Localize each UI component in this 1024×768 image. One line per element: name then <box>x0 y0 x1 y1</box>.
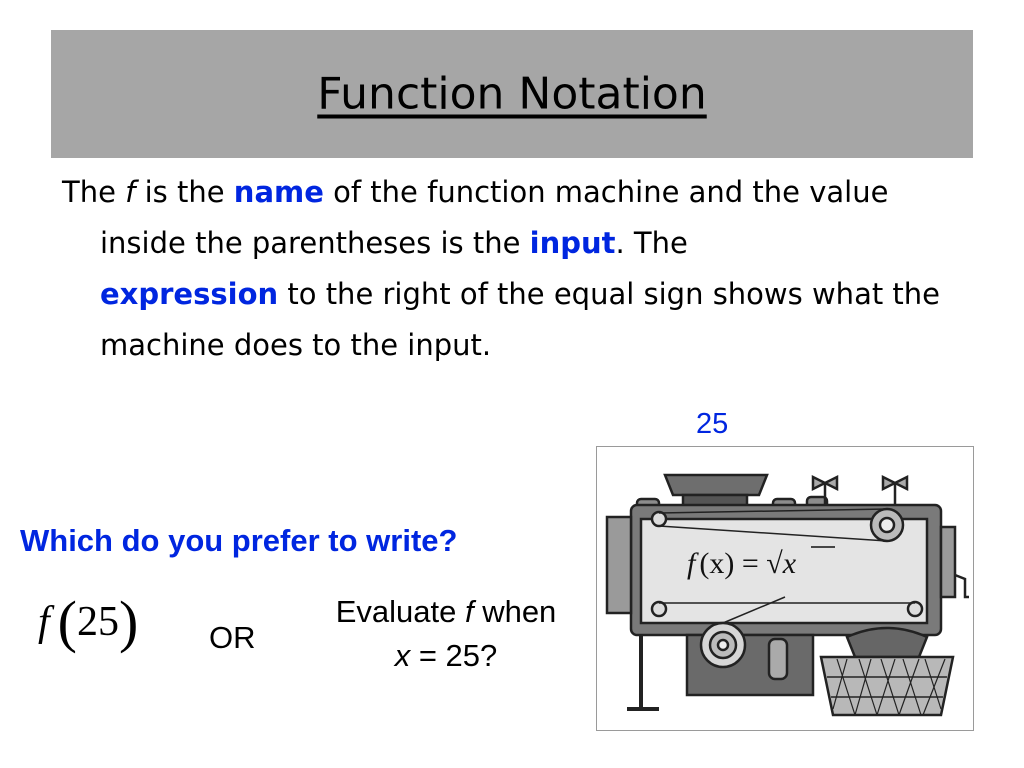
evaluate-f: f <box>464 594 474 629</box>
function-machine-illustration <box>596 446 974 731</box>
prompt-question: Which do you prefer to write? <box>20 523 458 558</box>
machine-equation-eq: = √ <box>734 547 783 580</box>
paragraph-text: is the <box>135 175 234 209</box>
notation-close-paren: ) <box>119 589 139 654</box>
function-notation <box>38 588 138 655</box>
machine-equation-arg: (x) <box>699 547 735 580</box>
term-input: input <box>529 226 616 260</box>
evaluate-x: x <box>394 638 411 673</box>
or-label: OR <box>209 620 256 655</box>
notation-f: f <box>38 599 50 645</box>
machine-equation <box>687 547 797 580</box>
paragraph-f: f <box>125 175 136 209</box>
paragraph-text: of the function machine and the value inside the parentheses is the <box>100 175 889 260</box>
paragraph-text: . The <box>615 226 688 260</box>
evaluate-text <box>298 590 594 678</box>
machine-equation-radicand: x <box>782 547 797 580</box>
paragraph-text: The <box>62 175 126 209</box>
notation-arg: 25 <box>77 599 119 645</box>
machine-drawing <box>597 447 973 730</box>
slide-title: Function Notation <box>317 68 707 120</box>
term-expression: expression <box>100 277 279 311</box>
notation-open-paren: ( <box>57 589 77 654</box>
paragraph-text: to the right of the equal sign shows what the machine does to the input. <box>100 277 941 362</box>
evaluate-text-part: Evaluate <box>335 594 465 629</box>
evaluate-text-part: when <box>473 594 557 629</box>
evaluate-text-part: = 25? <box>410 638 498 673</box>
title-bar <box>51 30 973 158</box>
body-paragraph <box>62 167 980 371</box>
term-name: name <box>233 175 324 209</box>
machine-input-label: 25 <box>696 408 729 440</box>
machine-equation-f: f <box>687 547 696 580</box>
